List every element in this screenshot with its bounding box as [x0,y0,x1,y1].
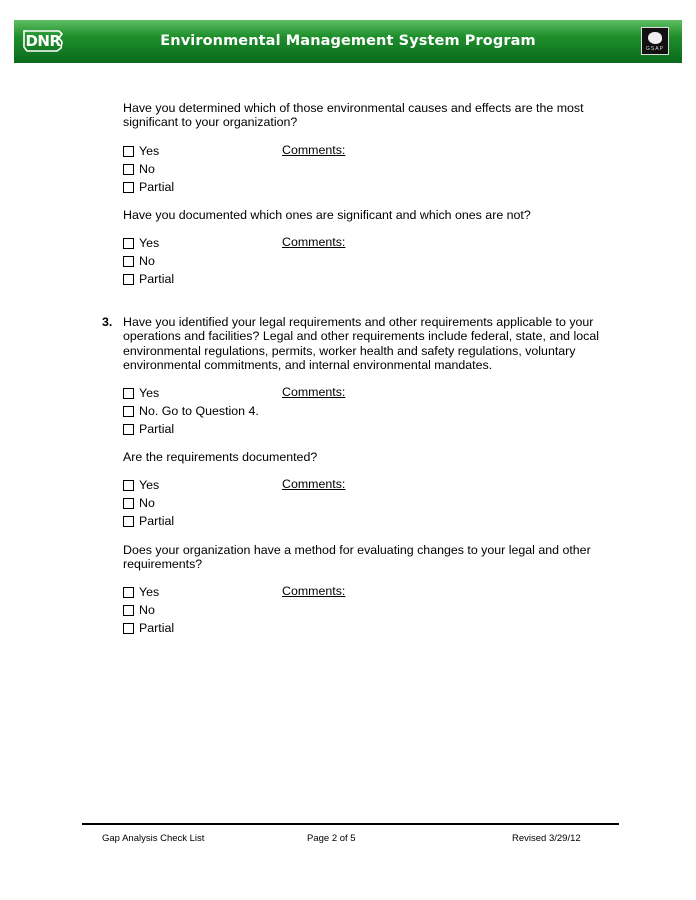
checkbox[interactable] [123,587,134,598]
comments-label: Comments: [282,477,346,491]
option-yes[interactable] [123,476,174,494]
option-label: Partial [139,272,175,286]
option-yes[interactable] [123,142,174,160]
option-label: No [139,496,155,510]
option-label: Yes [139,236,160,250]
option-partial[interactable] [123,270,174,288]
footer-page-number: Page 2 of 5 [307,833,356,844]
dnr-logo-text: DNR [25,32,61,50]
option-label: Yes [139,386,160,400]
option-no[interactable] [123,601,174,619]
footer-divider [82,823,619,825]
option-no[interactable] [123,494,174,512]
option-label: Partial [139,422,175,436]
option-label: Yes [139,144,160,158]
option-yes[interactable] [123,384,259,402]
comments-label: Comments: [282,143,346,157]
option-partial[interactable] [123,420,259,438]
question-text: Have you documented which ones are significant and which ones are not? [123,208,531,222]
option-label: Partial [139,514,175,528]
checkbox[interactable] [123,498,134,509]
checkbox[interactable] [123,605,134,616]
footer-revised-date: Revised 3/29/12 [512,833,581,844]
question-text: Does your organization have a method for evaluating changes to your legal and other requirements? [123,543,591,572]
checkbox[interactable] [123,274,134,285]
checkbox[interactable] [123,480,134,491]
option-partial[interactable] [123,512,174,530]
question-text: Have you identified your legal requirements and other requirements applicable to your operations and facilities? Legal and other requirements include federal, state, and local environmental regulations, permits, worker health and safety regulations, voluntary environmental commitments, and internal environmental mandates. [123,315,599,373]
option-label: No. Go to Question 4. [139,404,259,418]
option-label: No [139,603,155,617]
gsap-logo-text: GSAP [646,46,664,52]
checkbox[interactable] [123,406,134,417]
option-group [123,142,174,196]
option-no[interactable] [123,160,174,178]
question-number: 3. [102,315,113,329]
option-yes[interactable] [123,234,174,252]
checkbox[interactable] [123,164,134,175]
checkbox[interactable] [123,256,134,267]
option-yes[interactable] [123,583,174,601]
checkbox[interactable] [123,146,134,157]
option-group [123,583,174,637]
comments-label: Comments: [282,584,346,598]
option-label: Yes [139,585,160,599]
option-partial[interactable] [123,178,174,196]
checkbox[interactable] [123,424,134,435]
checkbox[interactable] [123,623,134,634]
option-label: No [139,162,155,176]
option-label: Partial [139,180,175,194]
question-text: Have you determined which of those environmental causes and effects are the most significant to your organization? [123,101,584,130]
option-partial[interactable] [123,619,174,637]
checkbox[interactable] [123,182,134,193]
checkbox[interactable] [123,516,134,527]
option-label: No [139,254,155,268]
checkbox[interactable] [123,388,134,399]
option-label: Yes [139,478,160,492]
option-no[interactable] [123,402,259,420]
checkbox[interactable] [123,238,134,249]
question-text: Are the requirements documented? [123,450,318,464]
header-banner [14,20,682,63]
option-label: Partial [139,621,175,635]
comments-label: Comments: [282,235,346,249]
page-title: Environmental Management System Program [160,33,536,49]
comments-label: Comments: [282,385,346,399]
globe-icon [648,32,662,44]
option-no[interactable] [123,252,174,270]
footer-doc-title: Gap Analysis Check List [102,833,205,844]
option-group [123,234,174,288]
option-group [123,384,259,438]
gsap-logo [641,27,669,55]
option-group [123,476,174,530]
